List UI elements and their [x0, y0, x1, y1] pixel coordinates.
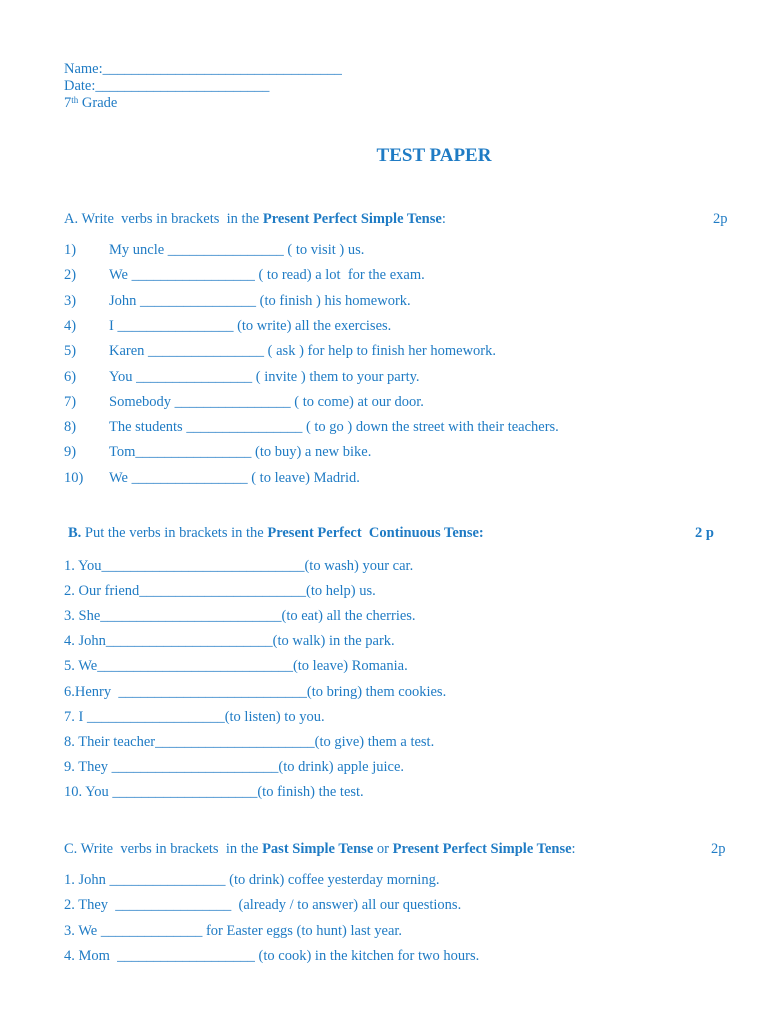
exercise-b-item: 4. John_______________________(to walk) in the park.	[64, 633, 395, 650]
grade-number: 7	[64, 95, 72, 111]
section-a-points: 2p	[713, 211, 728, 227]
date-line: Date:________________________	[64, 78, 270, 94]
exercise-c-item: 1. John ________________ (to drink) coffee yesterday morning.	[64, 872, 440, 888]
page-title: TEST PAPER	[376, 145, 492, 166]
section-a-prefix: A. Write verbs in brackets in the	[64, 211, 263, 227]
section-b-prefix: Put the verbs in brackets in the	[81, 525, 268, 541]
section-a-suffix: :	[441, 211, 446, 227]
exercise-a-text: My uncle ________________ ( to visit ) us.	[109, 242, 365, 258]
section-b-points: 2 p	[695, 525, 714, 541]
section-a-heading	[64, 211, 446, 228]
exercise-a-text: You ________________ ( invite ) them to your party.	[109, 368, 420, 385]
exercise-a-text: Tom________________ (to buy) a new bike.	[109, 444, 372, 461]
exercise-a-text: I ________________ (to write) all the exercises.	[109, 317, 392, 334]
exercise-a-number: 4)	[64, 317, 77, 334]
grade-word: Grade	[78, 95, 118, 111]
exercise-b-item: 7. I ___________________(to listen) to you.	[64, 708, 325, 725]
exercise-c-item: 2. They ________________ (already / to answer) all our questions.	[64, 897, 462, 914]
name-line: Name:_________________________________	[64, 61, 342, 77]
exercise-c-item: 3. We ______________ for Easter eggs (to hunt) last year.	[64, 922, 403, 939]
exercise-a-number: 8)	[64, 419, 77, 436]
exercise-b-item: 1. You____________________________(to wash) your car.	[64, 558, 414, 574]
exercise-b-item: 8. Their teacher______________________(to give) them a test.	[64, 733, 435, 750]
exercise-a-text: We _________________ ( to read) a lot for the exam.	[109, 267, 425, 284]
exercise-a-number: 9)	[64, 444, 77, 461]
exercise-b-item: 3. She_________________________(to eat) all the cherries.	[64, 608, 416, 625]
section-c-tense-2: Present Perfect Simple Tense	[392, 841, 572, 857]
exercise-a-text: John ________________ (to finish ) his homework.	[109, 292, 411, 309]
section-c-middle: or	[373, 841, 393, 857]
section-a-tense: Present Perfect Simple Tense	[262, 211, 442, 227]
section-b-heading	[68, 525, 484, 542]
exercise-a-text: We ________________ ( to leave) Madrid.	[109, 469, 360, 486]
exercise-a-text: Somebody ________________ ( to come) at our door.	[109, 393, 424, 410]
exercise-a-number: 6)	[64, 368, 77, 385]
exercise-a-number: 7)	[64, 393, 77, 410]
grade-suffix: th	[71, 95, 79, 105]
exercise-a-number: 3)	[64, 292, 77, 309]
exercise-b-item: 6.Henry __________________________(to bring) them cookies.	[64, 683, 447, 700]
exercise-a-number: 10)	[64, 469, 84, 486]
exercise-a-number: 2)	[64, 267, 77, 284]
section-c-suffix: :	[571, 841, 576, 857]
exercise-b-item: 9. They _______________________(to drink) apple juice.	[64, 758, 405, 775]
section-b-label: B.	[68, 525, 82, 541]
section-c-points: 2p	[711, 841, 726, 857]
exercise-b-item: 2. Our friend_______________________(to help) us.	[64, 583, 376, 600]
section-c-prefix: C. Write verbs in brackets in the	[64, 841, 263, 857]
exercise-b-item: 10. You ____________________(to finish) the test.	[64, 783, 364, 800]
section-c-tense-1: Past Simple Tense	[262, 841, 374, 857]
exercise-a-text: The students ________________ ( to go ) down the street with their teachers.	[109, 419, 559, 436]
exercise-a-number: 1)	[64, 242, 77, 258]
exercise-c-item: 4. Mom ___________________ (to cook) in the kitchen for two hours.	[64, 947, 480, 964]
section-b-tense: Present Perfect Continuous Tense:	[267, 525, 484, 541]
section-c-heading	[64, 841, 576, 858]
grade-line	[64, 95, 117, 112]
exercise-b-item: 5. We___________________________(to leave) Romania.	[64, 658, 408, 675]
exercise-a-number: 5)	[64, 343, 77, 360]
exercise-a-text: Karen ________________ ( ask ) for help to finish her homework.	[109, 343, 496, 360]
